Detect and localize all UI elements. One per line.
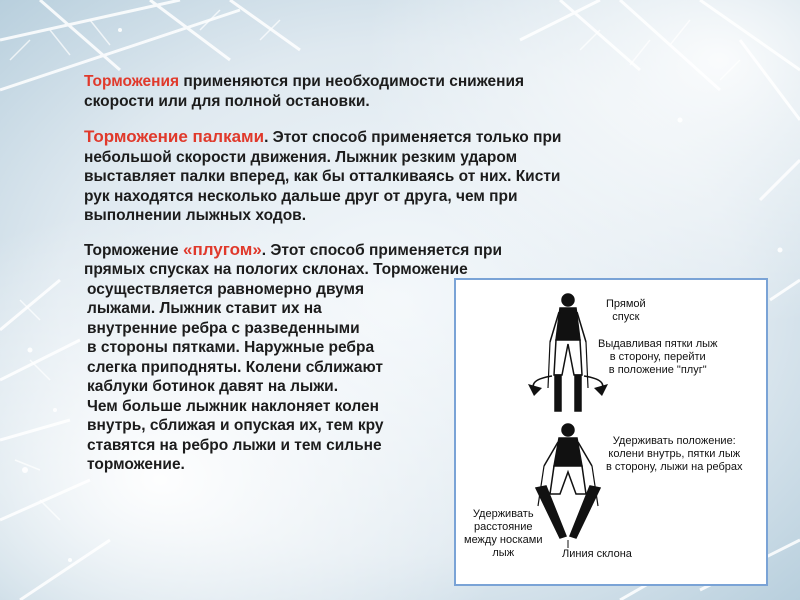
plow-line: внутренние ребра с разведенными	[87, 319, 360, 337]
poles-line: рук находятся несколько дальше друг от друга, чем при	[84, 187, 518, 205]
intro-highlight: Торможения	[84, 73, 180, 90]
plow-line: ставятся на ребро лыжи и тем сильне	[87, 436, 382, 454]
label-distance: Удерживать расстояние между носками лыж	[464, 508, 543, 559]
plow-line: осуществляется равномерно двумя	[87, 280, 365, 298]
poles-line: выставляет палки вперед, как бы отталкиваясь от них. Кисти	[84, 168, 561, 185]
plow-line: каблуки ботинок давят на лыжи.	[87, 378, 339, 395]
poles-line: выполнении лыжных ходов.	[84, 207, 307, 224]
label-straight: Прямой спуск	[606, 298, 646, 323]
plow-prefix: Торможение	[84, 241, 183, 259]
plow-line: слегка приподняты. Колени сближают	[87, 358, 383, 376]
intro-line2: скорости или для полной остановки.	[84, 92, 370, 110]
label-hold: Удерживать положение: колени внутрь, пятки лыж в сторону, лыжи на ребрах	[606, 435, 743, 473]
plow-line: торможение.	[87, 456, 185, 473]
plow-line: Чем больше лыжник наклоняет колен	[87, 397, 380, 415]
push-arrows-icon	[533, 376, 603, 392]
plow-line: лыжами. Лыжник ставит их на	[87, 300, 322, 317]
poles-text: . Этот способ применяется только при	[264, 129, 562, 146]
poles-highlight: Торможение палками	[84, 127, 265, 146]
plow-text: . Этот способ применяется при	[261, 241, 503, 259]
skier-snowplow-icon	[536, 424, 600, 538]
intro-text: применяются при необходимости снижения	[179, 73, 525, 90]
snowplow-diagram	[454, 278, 768, 586]
intro-paragraph	[84, 72, 724, 111]
label-slope: Линия склона	[562, 548, 632, 560]
plow-line: в стороны пятками. Наружные ребра	[87, 339, 375, 356]
plow-highlight: «плугом»	[182, 239, 262, 259]
poles-paragraph	[84, 127, 724, 226]
plow-line: прямых спусках на пологих склонах. Торможение	[84, 261, 468, 278]
skier-straight-icon	[548, 294, 588, 411]
poles-line: небольшой скорости движения. Лыжник резким ударом	[84, 148, 518, 166]
plow-line: внутрь, сближая и опуская их, тем кру	[87, 417, 384, 434]
label-push: Выдавливая пятки лыж в сторону, перейти в положение "плуг"	[598, 338, 718, 376]
